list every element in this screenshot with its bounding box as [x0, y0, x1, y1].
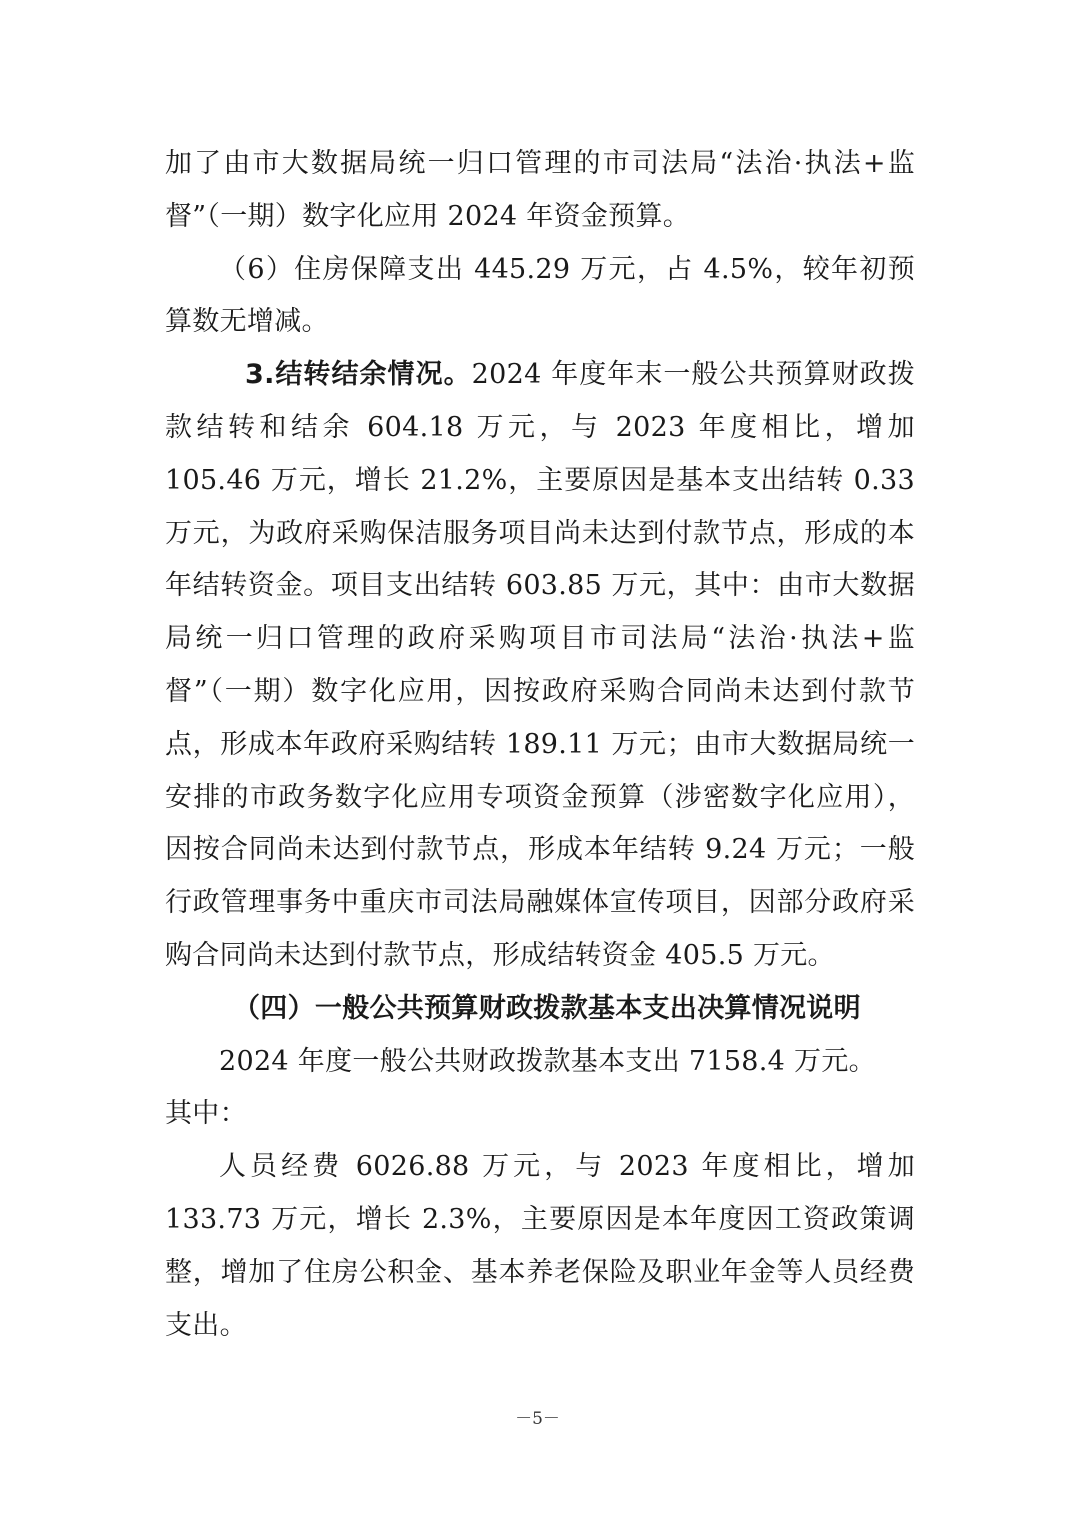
paragraph-continuation: 加了由市大数据局统一归口管理的市司法局“法治·执法+监督”（一期）数字化应用 2024 年资金预算。 [165, 148, 915, 232]
document-body [165, 138, 915, 1352]
paragraph-among-them: 其中： [165, 1098, 247, 1130]
paragraph-basic-expenditure-total: 2024 年度一般公共财政拨款基本支出 7158.4 万元。 [219, 1045, 876, 1077]
page-number: －5－ [515, 1409, 560, 1429]
paragraph-carryover [165, 349, 915, 983]
paragraph-housing-expenditure: （6）住房保障支出 445.29 万元，占 4.5%，较年初预算数无增减。 [165, 253, 915, 338]
paragraph-personnel-expenses: 人员经费 6026.88 万元，与 2023 年度相比，增加 133.73 万元，增长 2.3%，主要原因是本年度因工资政策调整，增加了住房公积金、基本养老保险及职业年金等人员经费支出。 [165, 1151, 915, 1341]
carryover-heading: 3.结转结余情况。 [245, 359, 472, 391]
carryover-body: 2024 年度年末一般公共预算财政拨款结转和结余 604.18 万元，与 2023 年度相比，增加 105.46 万元，增长 21.2%，主要原因是基本支出结转 0.33 万元，为政府采购保洁服务项目尚未达到付款节点，形成的本年结转资金。项目支出结转 603.85 万元，其中：由市大数据局统一归口管理的政府采购项目市司法局“法治·执法+监督”（一期）数字化应用，因按政府采购合同尚未达到付款节点，形成本年政府采购结转 189.11 万元；由市大数据局统一安排的市政务数字化应用专项资金预算（涉密数字化应用），因按合同尚未达到付款节点，形成本年结转 9.24 万元；一般行政管理事务中重庆市司法局融媒体宣传项目，因部分政府采购合同尚未达到付款节点，形成结转资金 405.5 万元。 [165, 359, 915, 971]
section-heading-basic-expenditure: （四）一般公共预算财政拨款基本支出决算情况说明 [233, 992, 861, 1024]
